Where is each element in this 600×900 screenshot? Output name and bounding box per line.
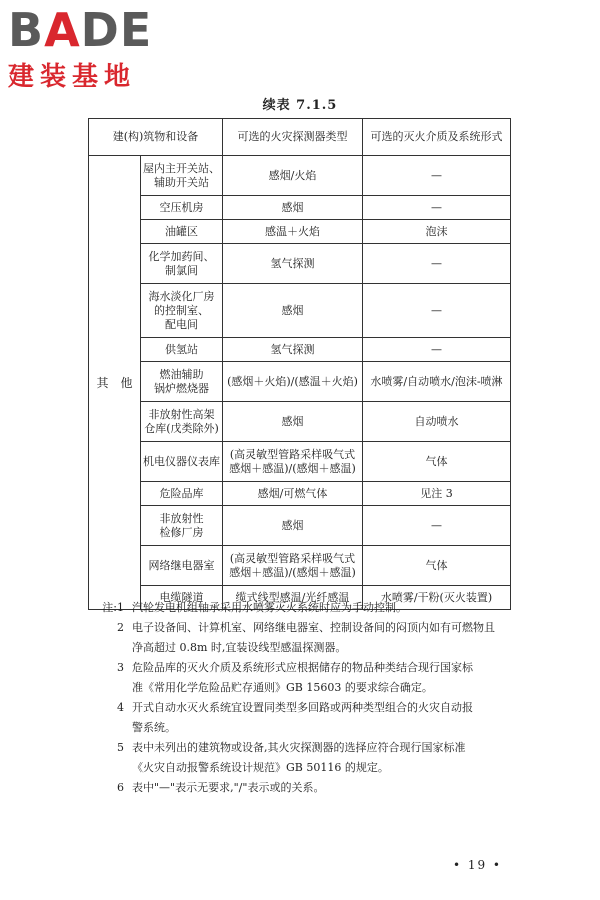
cell-line: 锅炉燃烧器	[154, 381, 209, 395]
table-header-row	[89, 119, 511, 156]
table-row	[89, 442, 511, 482]
note-line: 汽轮发电机组轴承采用水喷雾灭火系统时应为手动控制。	[132, 601, 407, 614]
cell-line: 泡沫	[425, 224, 448, 238]
logo-subtitle: 建装基地	[8, 62, 137, 92]
cell-line: 氢气探测	[270, 342, 315, 356]
note-number: 5	[117, 741, 124, 754]
cell-line: 制氯间	[165, 263, 198, 277]
detector-table	[88, 118, 511, 610]
building-cell	[141, 156, 223, 196]
cell-line: 燃油辅助	[159, 367, 204, 381]
cell-line: —	[431, 303, 442, 317]
medium-cell	[363, 220, 511, 244]
note-number: 6	[117, 781, 124, 794]
cell-line: 供氢站	[165, 342, 198, 356]
cell-line: 配电间	[165, 317, 198, 331]
cell-line: 感烟/火焰	[268, 168, 317, 182]
table-row	[89, 244, 511, 284]
cell-line: 海水淡化厂房	[148, 289, 215, 303]
cell-line: 屋内主开关站、	[143, 161, 220, 175]
detector-cell	[223, 362, 363, 402]
table-row	[89, 196, 511, 220]
cell-line: 水喷雾/自动喷水/泡沫-喷淋	[370, 374, 503, 388]
building-cell	[141, 442, 223, 482]
table-row	[89, 284, 511, 338]
header-building: 建(构)筑物和设备	[89, 119, 223, 156]
medium-cell	[363, 506, 511, 546]
note-line: 表中"—"表示无要求,"/"表示或的关系。	[132, 781, 325, 794]
cell-line: 检修厂房	[159, 525, 204, 539]
cell-line: 机电仪器仪表库	[143, 454, 220, 468]
medium-cell	[363, 546, 511, 586]
note-text	[132, 618, 530, 658]
note-number: 3	[117, 661, 124, 674]
building-cell	[141, 402, 223, 442]
note-line: 净高超过 0.8m 时,宜装设线型感温探测器。	[132, 641, 347, 654]
building-cell	[141, 482, 223, 506]
table-row	[89, 220, 511, 244]
cell-line: —	[431, 200, 442, 214]
cell-line: 感烟	[281, 200, 304, 214]
note-line: 危险品库的灭火介质及系统形式应根据储存的物品种类结合现行国家标	[132, 661, 473, 674]
medium-cell	[363, 402, 511, 442]
cell-line: 非放射性高架	[148, 407, 215, 421]
logo-wordmark	[8, 3, 178, 57]
building-cell	[141, 506, 223, 546]
detector-cell	[223, 220, 363, 244]
building-cell	[141, 244, 223, 284]
cell-line: 气体	[425, 558, 448, 572]
note-number: 注:1	[102, 601, 124, 614]
cell-line: 氢气探测	[270, 256, 315, 270]
detector-cell	[223, 156, 363, 196]
note-line: 准《常用化学危险品贮存通则》GB 15603 的要求综合确定。	[132, 681, 433, 694]
detector-cell	[223, 442, 363, 482]
note-line: 电子设备间、计算机室、网络继电器室、控制设备间的闷顶内如有可燃物且	[132, 621, 495, 634]
medium-cell	[363, 442, 511, 482]
cell-line: 油罐区	[165, 224, 198, 238]
note-text	[132, 778, 530, 798]
table-notes	[90, 598, 530, 798]
note-text	[132, 598, 530, 618]
table-row	[89, 546, 511, 586]
cell-line: 非放射性	[159, 511, 204, 525]
table-row	[89, 362, 511, 402]
header-medium: 可选的灭火介质及系统形式	[363, 119, 511, 156]
note-item	[90, 698, 530, 738]
medium-cell	[363, 196, 511, 220]
note-item	[90, 738, 530, 778]
cell-line: —	[431, 168, 442, 182]
note-line: 《火灾自动报警系统设计规范》GB 50116 的规定。	[132, 761, 389, 774]
note-text	[132, 738, 530, 778]
cell-line: —	[431, 256, 442, 270]
building-cell	[141, 362, 223, 402]
building-cell	[141, 284, 223, 338]
table-row	[89, 506, 511, 546]
cell-line: 感烟＋感温)/(感烟＋感温)	[229, 565, 356, 579]
cell-line: 感烟	[281, 518, 304, 532]
note-item	[90, 618, 530, 658]
building-cell	[141, 196, 223, 220]
table-caption: 续表 7.1.5	[262, 98, 338, 113]
cell-line: 感温＋火焰	[265, 224, 320, 238]
table-row	[89, 402, 511, 442]
note-line: 开式自动水灭火系统宜设置同类型多回路或两种类型组合的火灾自动报	[132, 701, 473, 714]
cell-line: 感烟	[281, 414, 304, 428]
cell-line: 仓库(戊类除外)	[144, 421, 219, 435]
detector-cell	[223, 196, 363, 220]
building-cell	[141, 546, 223, 586]
note-number: 4	[117, 701, 124, 714]
detector-cell	[223, 244, 363, 284]
medium-cell	[363, 362, 511, 402]
cell-line: 自动喷水	[414, 414, 459, 428]
note-text	[132, 698, 530, 738]
cell-line: 感烟/可燃气体	[257, 486, 328, 500]
medium-cell	[363, 284, 511, 338]
brand-logo	[8, 3, 178, 93]
cell-line: —	[431, 342, 442, 356]
note-line: 表中未列出的建筑物或设备,其火灾探测器的选择应符合现行国家标准	[132, 741, 466, 754]
cell-line: (高灵敏型管路采样吸气式	[229, 447, 356, 461]
logo-letter-a: A	[44, 3, 81, 57]
note-line: 警系统。	[132, 721, 176, 734]
detector-cell	[223, 284, 363, 338]
logo-letter-e: E	[119, 3, 153, 57]
detector-cell	[223, 482, 363, 506]
table-body	[89, 156, 511, 610]
cell-line: 危险品库	[159, 486, 204, 500]
cell-line: 辅助开关站	[154, 175, 209, 189]
table-row	[89, 156, 511, 196]
cell-line: 感烟	[281, 303, 304, 317]
detector-cell	[223, 506, 363, 546]
cell-line: 感烟＋感温)/(感烟＋感温)	[229, 461, 356, 475]
cell-line: 网络继电器室	[148, 558, 215, 572]
medium-cell	[363, 156, 511, 196]
cell-line: (高灵敏型管路采样吸气式	[229, 551, 356, 565]
header-detector: 可选的火灾探测器类型	[223, 119, 363, 156]
building-cell	[141, 220, 223, 244]
cell-line: 缆式线型感温/光纤感温	[235, 590, 350, 604]
cell-line: —	[431, 518, 442, 532]
table-row	[89, 482, 511, 506]
cell-line: 见注 3	[420, 486, 453, 500]
cell-line: 电缆隧道	[159, 590, 204, 604]
page-number: • 19 •	[452, 858, 502, 872]
medium-cell	[363, 244, 511, 284]
note-number: 2	[117, 621, 124, 634]
cell-line: 化学加药间、	[148, 249, 215, 263]
building-cell	[141, 338, 223, 362]
logo-letter-b: B	[8, 3, 45, 57]
cell-line: 水喷雾/干粉(灭火装置)	[380, 590, 493, 604]
cell-line: 的控制室、	[154, 303, 209, 317]
note-text	[132, 658, 530, 698]
detector-cell	[223, 402, 363, 442]
table-row	[89, 338, 511, 362]
logo-letter-d: D	[80, 3, 120, 57]
detector-cell	[223, 546, 363, 586]
cell-line: 气体	[425, 454, 448, 468]
medium-cell	[363, 482, 511, 506]
group-label-cell: 其 他	[89, 156, 141, 610]
cell-line: 空压机房	[159, 200, 204, 214]
note-item	[90, 778, 530, 798]
cell-line: (感烟＋火焰)/(感温＋火焰)	[227, 374, 358, 388]
medium-cell	[363, 338, 511, 362]
note-item	[90, 658, 530, 698]
note-item	[90, 598, 530, 618]
detector-cell	[223, 338, 363, 362]
